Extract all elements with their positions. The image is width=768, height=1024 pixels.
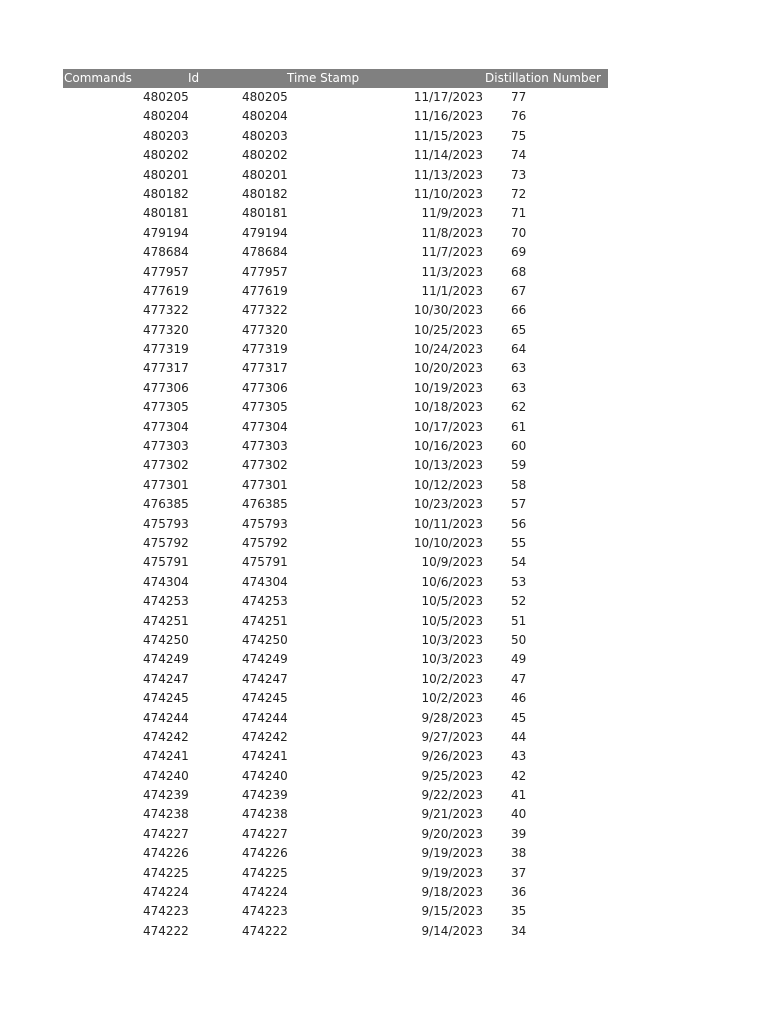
cell-id[interactable]: 474249 xyxy=(242,652,288,667)
cell-time-stamp[interactable]: 10/2/2023 xyxy=(421,671,483,686)
cell-distillation-number[interactable]: 47 xyxy=(511,671,527,686)
cell-id[interactable]: 480202 xyxy=(242,148,288,163)
cell-command[interactable]: 477320 xyxy=(143,322,189,337)
cell-time-stamp[interactable]: 10/23/2023 xyxy=(413,497,483,512)
column-header-distillation-number[interactable]: Distillation Number xyxy=(485,71,601,85)
cell-time-stamp[interactable]: 9/15/2023 xyxy=(421,904,483,919)
cell-time-stamp[interactable]: 11/1/2023 xyxy=(421,283,483,298)
cell-distillation-number[interactable]: 43 xyxy=(511,749,527,764)
table-row[interactable] xyxy=(63,825,608,844)
table-row[interactable] xyxy=(63,301,608,320)
cell-id[interactable]: 475792 xyxy=(242,535,288,550)
cell-id[interactable]: 474250 xyxy=(242,632,288,647)
cell-distillation-number[interactable]: 49 xyxy=(511,652,527,667)
cell-distillation-number[interactable]: 63 xyxy=(511,380,527,395)
cell-time-stamp[interactable]: 11/3/2023 xyxy=(421,264,483,279)
cell-time-stamp[interactable]: 10/9/2023 xyxy=(421,555,483,570)
cell-command[interactable]: 475791 xyxy=(143,555,189,570)
table-row[interactable] xyxy=(63,146,608,165)
cell-distillation-number[interactable]: 54 xyxy=(511,555,527,570)
cell-id[interactable]: 474245 xyxy=(242,691,288,706)
table-row[interactable] xyxy=(63,922,608,941)
cell-id[interactable]: 474240 xyxy=(242,768,288,783)
cell-time-stamp[interactable]: 10/13/2023 xyxy=(413,458,483,473)
cell-id[interactable]: 477305 xyxy=(242,400,288,415)
cell-time-stamp[interactable]: 9/19/2023 xyxy=(421,846,483,861)
cell-id[interactable]: 474227 xyxy=(242,826,288,841)
table-row[interactable] xyxy=(63,631,608,650)
cell-command[interactable]: 480202 xyxy=(143,148,189,163)
cell-distillation-number[interactable]: 56 xyxy=(511,516,527,531)
cell-command[interactable]: 477301 xyxy=(143,477,189,492)
cell-distillation-number[interactable]: 64 xyxy=(511,342,527,357)
table-row[interactable] xyxy=(63,844,608,863)
cell-command[interactable]: 474240 xyxy=(143,768,189,783)
cell-command[interactable]: 474250 xyxy=(143,632,189,647)
table-body xyxy=(63,88,608,941)
table-row[interactable] xyxy=(63,805,608,824)
table-row[interactable] xyxy=(63,786,608,805)
cell-distillation-number[interactable]: 35 xyxy=(511,904,527,919)
cell-distillation-number[interactable]: 70 xyxy=(511,225,527,240)
cell-distillation-number[interactable]: 63 xyxy=(511,361,527,376)
table-row[interactable] xyxy=(63,767,608,786)
cell-time-stamp[interactable]: 11/15/2023 xyxy=(413,128,483,143)
table-row[interactable] xyxy=(63,340,608,359)
cell-distillation-number[interactable]: 55 xyxy=(511,535,527,550)
cell-time-stamp[interactable]: 10/24/2023 xyxy=(413,342,483,357)
cell-time-stamp[interactable]: 11/10/2023 xyxy=(413,186,483,201)
cell-distillation-number[interactable]: 53 xyxy=(511,574,527,589)
table-row[interactable] xyxy=(63,166,608,185)
cell-time-stamp[interactable]: 10/18/2023 xyxy=(413,400,483,415)
cell-id[interactable]: 479194 xyxy=(242,225,288,240)
cell-distillation-number[interactable]: 69 xyxy=(511,245,527,260)
cell-command[interactable]: 480201 xyxy=(143,167,189,182)
cell-time-stamp[interactable]: 10/3/2023 xyxy=(421,632,483,647)
cell-time-stamp[interactable]: 11/13/2023 xyxy=(413,167,483,182)
cell-id[interactable]: 474251 xyxy=(242,613,288,628)
cell-time-stamp[interactable]: 11/8/2023 xyxy=(421,225,483,240)
cell-id[interactable]: 477619 xyxy=(242,283,288,298)
cell-command[interactable]: 474239 xyxy=(143,788,189,803)
cell-distillation-number[interactable]: 39 xyxy=(511,826,527,841)
cell-command[interactable]: 474222 xyxy=(143,923,189,938)
cell-command[interactable]: 477304 xyxy=(143,419,189,434)
table-row[interactable] xyxy=(63,127,608,146)
table-row[interactable] xyxy=(63,321,608,340)
cell-distillation-number[interactable]: 75 xyxy=(511,128,527,143)
cell-id[interactable]: 474247 xyxy=(242,671,288,686)
table-row[interactable] xyxy=(63,883,608,902)
cell-time-stamp[interactable]: 9/20/2023 xyxy=(421,826,483,841)
cell-command[interactable]: 477303 xyxy=(143,439,189,454)
cell-command[interactable]: 480181 xyxy=(143,206,189,221)
cell-distillation-number[interactable]: 65 xyxy=(511,322,527,337)
cell-id[interactable]: 474242 xyxy=(242,729,288,744)
table-row[interactable] xyxy=(63,88,608,107)
table-row[interactable] xyxy=(63,573,608,592)
cell-id[interactable]: 474224 xyxy=(242,885,288,900)
cell-distillation-number[interactable]: 68 xyxy=(511,264,527,279)
cell-distillation-number[interactable]: 74 xyxy=(511,148,527,163)
table-row[interactable] xyxy=(63,534,608,553)
cell-distillation-number[interactable]: 61 xyxy=(511,419,527,434)
cell-time-stamp[interactable]: 11/17/2023 xyxy=(413,90,483,104)
cell-distillation-number[interactable]: 67 xyxy=(511,283,527,298)
cell-command[interactable]: 476385 xyxy=(143,497,189,512)
cell-command[interactable]: 480182 xyxy=(143,186,189,201)
cell-command[interactable]: 474238 xyxy=(143,807,189,822)
cell-id[interactable]: 480201 xyxy=(242,167,288,182)
cell-time-stamp[interactable]: 10/19/2023 xyxy=(413,380,483,395)
cell-time-stamp[interactable]: 9/26/2023 xyxy=(421,749,483,764)
cell-distillation-number[interactable]: 40 xyxy=(511,807,527,822)
cell-id[interactable]: 475791 xyxy=(242,555,288,570)
cell-command[interactable]: 477619 xyxy=(143,283,189,298)
cell-id[interactable]: 477319 xyxy=(242,342,288,357)
cell-time-stamp[interactable]: 10/12/2023 xyxy=(413,477,483,492)
cell-command[interactable]: 480203 xyxy=(143,128,189,143)
cell-id[interactable]: 480204 xyxy=(242,109,288,124)
cell-time-stamp[interactable]: 10/16/2023 xyxy=(413,439,483,454)
cell-command[interactable]: 474251 xyxy=(143,613,189,628)
cell-id[interactable]: 480182 xyxy=(242,186,288,201)
cell-time-stamp[interactable]: 9/28/2023 xyxy=(421,710,483,725)
cell-distillation-number[interactable]: 52 xyxy=(511,594,527,609)
cell-distillation-number[interactable]: 71 xyxy=(511,206,527,221)
cell-command[interactable]: 479194 xyxy=(143,225,189,240)
cell-time-stamp[interactable]: 9/25/2023 xyxy=(421,768,483,783)
cell-command[interactable]: 475793 xyxy=(143,516,189,531)
table-row[interactable] xyxy=(63,398,608,417)
cell-distillation-number[interactable]: 59 xyxy=(511,458,527,473)
table-header-row xyxy=(63,69,608,88)
table-row[interactable] xyxy=(63,902,608,921)
table-row[interactable] xyxy=(63,224,608,243)
cell-time-stamp[interactable]: 10/6/2023 xyxy=(421,574,483,589)
cell-id[interactable]: 474241 xyxy=(242,749,288,764)
column-header-id[interactable]: Id xyxy=(188,71,200,85)
table-row[interactable] xyxy=(63,670,608,689)
cell-id[interactable]: 480181 xyxy=(242,206,288,221)
cell-id[interactable]: 480205 xyxy=(242,90,288,104)
table-row[interactable] xyxy=(63,650,608,669)
cell-distillation-number[interactable]: 77 xyxy=(511,90,527,104)
cell-distillation-number[interactable]: 38 xyxy=(511,846,527,861)
cell-time-stamp[interactable]: 10/11/2023 xyxy=(413,516,483,531)
column-header-commands[interactable]: Commands xyxy=(64,71,132,85)
cell-distillation-number[interactable]: 36 xyxy=(511,885,527,900)
cell-command[interactable]: 474304 xyxy=(143,574,189,589)
table-row[interactable] xyxy=(63,456,608,475)
cell-time-stamp[interactable]: 9/14/2023 xyxy=(421,923,483,938)
cell-command[interactable]: 477317 xyxy=(143,361,189,376)
cell-command[interactable]: 477306 xyxy=(143,380,189,395)
cell-time-stamp[interactable]: 11/9/2023 xyxy=(421,206,483,221)
cell-distillation-number[interactable]: 37 xyxy=(511,865,527,880)
cell-id[interactable]: 480203 xyxy=(242,128,288,143)
cell-distillation-number[interactable]: 66 xyxy=(511,303,527,318)
cell-distillation-number[interactable]: 45 xyxy=(511,710,527,725)
cell-distillation-number[interactable]: 72 xyxy=(511,186,527,201)
cell-distillation-number[interactable]: 76 xyxy=(511,109,527,124)
column-header-time-stamp[interactable]: Time Stamp xyxy=(287,71,360,85)
table-row[interactable] xyxy=(63,709,608,728)
table-row[interactable] xyxy=(63,263,608,282)
cell-distillation-number[interactable]: 34 xyxy=(511,923,527,938)
table-row[interactable] xyxy=(63,553,608,572)
cell-command[interactable]: 477322 xyxy=(143,303,189,318)
cell-id[interactable]: 474226 xyxy=(242,846,288,861)
cell-time-stamp[interactable]: 10/5/2023 xyxy=(421,594,483,609)
cell-id[interactable]: 477304 xyxy=(242,419,288,434)
table-row[interactable] xyxy=(63,379,608,398)
cell-id[interactable]: 477322 xyxy=(242,303,288,318)
cell-distillation-number[interactable]: 44 xyxy=(511,729,527,744)
cell-distillation-number[interactable]: 50 xyxy=(511,632,527,647)
cell-time-stamp[interactable]: 10/30/2023 xyxy=(413,303,483,318)
table-row[interactable] xyxy=(63,689,608,708)
cell-command[interactable]: 474226 xyxy=(143,846,189,861)
cell-command[interactable]: 474245 xyxy=(143,691,189,706)
table-row[interactable] xyxy=(63,495,608,514)
cell-time-stamp[interactable]: 10/2/2023 xyxy=(421,691,483,706)
table-row[interactable] xyxy=(63,592,608,611)
cell-distillation-number[interactable]: 51 xyxy=(511,613,527,628)
cell-distillation-number[interactable]: 57 xyxy=(511,497,527,512)
table-row[interactable] xyxy=(63,359,608,378)
cell-id[interactable]: 474244 xyxy=(242,710,288,725)
cell-command[interactable]: 477957 xyxy=(143,264,189,279)
cell-command[interactable]: 474249 xyxy=(143,652,189,667)
table-row[interactable] xyxy=(63,747,608,766)
cell-command[interactable]: 480205 xyxy=(143,90,189,104)
cell-id[interactable]: 477306 xyxy=(242,380,288,395)
cell-id[interactable]: 477302 xyxy=(242,458,288,473)
cell-time-stamp[interactable]: 11/7/2023 xyxy=(421,245,483,260)
table-row[interactable] xyxy=(63,612,608,631)
cell-time-stamp[interactable]: 9/19/2023 xyxy=(421,865,483,880)
cell-command[interactable]: 474227 xyxy=(143,826,189,841)
cell-command[interactable]: 474253 xyxy=(143,594,189,609)
cell-id[interactable]: 474222 xyxy=(242,923,288,938)
table-row[interactable] xyxy=(63,204,608,223)
cell-command[interactable]: 477302 xyxy=(143,458,189,473)
cell-distillation-number[interactable]: 58 xyxy=(511,477,527,492)
cell-distillation-number[interactable]: 42 xyxy=(511,768,527,783)
cell-command[interactable]: 480204 xyxy=(143,109,189,124)
cell-command[interactable]: 477305 xyxy=(143,400,189,415)
cell-time-stamp[interactable]: 9/27/2023 xyxy=(421,729,483,744)
cell-command[interactable]: 477319 xyxy=(143,342,189,357)
cell-time-stamp[interactable]: 10/20/2023 xyxy=(413,361,483,376)
cell-id[interactable]: 478684 xyxy=(242,245,288,260)
cell-command[interactable]: 474225 xyxy=(143,865,189,880)
table-row[interactable] xyxy=(63,864,608,883)
cell-id[interactable]: 477320 xyxy=(242,322,288,337)
cell-id[interactable]: 474253 xyxy=(242,594,288,609)
cell-command[interactable]: 474247 xyxy=(143,671,189,686)
cell-command[interactable]: 475792 xyxy=(143,535,189,550)
table-row[interactable] xyxy=(63,107,608,126)
cell-time-stamp[interactable]: 10/3/2023 xyxy=(421,652,483,667)
cell-distillation-number[interactable]: 41 xyxy=(511,788,527,803)
table-row[interactable] xyxy=(63,728,608,747)
cell-command[interactable]: 474241 xyxy=(143,749,189,764)
cell-id[interactable]: 477303 xyxy=(242,439,288,454)
cell-id[interactable]: 474238 xyxy=(242,807,288,822)
cell-time-stamp[interactable]: 10/5/2023 xyxy=(421,613,483,628)
cell-time-stamp[interactable]: 10/25/2023 xyxy=(413,322,483,337)
table-row[interactable] xyxy=(63,243,608,262)
table-row[interactable] xyxy=(63,476,608,495)
cell-id[interactable]: 474239 xyxy=(242,788,288,803)
cell-id[interactable]: 476385 xyxy=(242,497,288,512)
cell-id[interactable]: 477957 xyxy=(242,264,288,279)
cell-id[interactable]: 474225 xyxy=(242,865,288,880)
cell-time-stamp[interactable]: 9/21/2023 xyxy=(421,807,483,822)
cell-distillation-number[interactable]: 46 xyxy=(511,691,527,706)
cell-distillation-number[interactable]: 62 xyxy=(511,400,527,415)
table-row[interactable] xyxy=(63,437,608,456)
data-table xyxy=(63,69,608,941)
cell-time-stamp[interactable]: 11/16/2023 xyxy=(413,109,483,124)
cell-id[interactable]: 477301 xyxy=(242,477,288,492)
cell-distillation-number[interactable]: 60 xyxy=(511,439,527,454)
table-row[interactable] xyxy=(63,418,608,437)
table-row[interactable] xyxy=(63,515,608,534)
cell-time-stamp[interactable]: 10/17/2023 xyxy=(413,419,483,434)
cell-time-stamp[interactable]: 11/14/2023 xyxy=(413,148,483,163)
cell-time-stamp[interactable]: 9/22/2023 xyxy=(421,788,483,803)
cell-command[interactable]: 474224 xyxy=(143,885,189,900)
cell-id[interactable]: 474223 xyxy=(242,904,288,919)
cell-id[interactable]: 477317 xyxy=(242,361,288,376)
cell-command[interactable]: 474223 xyxy=(143,904,189,919)
table-row[interactable] xyxy=(63,282,608,301)
table-row[interactable] xyxy=(63,185,608,204)
cell-id[interactable]: 474304 xyxy=(242,574,288,589)
cell-command[interactable]: 478684 xyxy=(143,245,189,260)
cell-id[interactable]: 475793 xyxy=(242,516,288,531)
cell-command[interactable]: 474244 xyxy=(143,710,189,725)
cell-command[interactable]: 474242 xyxy=(143,729,189,744)
cell-time-stamp[interactable]: 9/18/2023 xyxy=(421,885,483,900)
cell-distillation-number[interactable]: 73 xyxy=(511,167,527,182)
cell-time-stamp[interactable]: 10/10/2023 xyxy=(413,535,483,550)
